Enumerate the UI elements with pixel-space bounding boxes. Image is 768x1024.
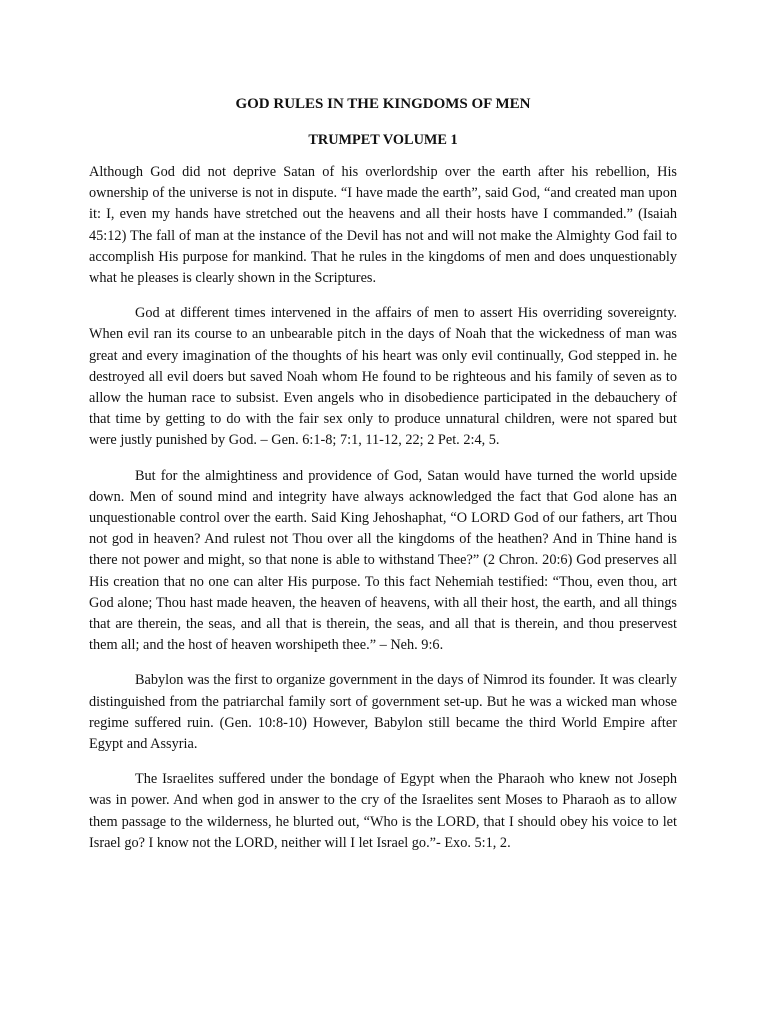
paragraph-4: Babylon was the first to organize government in the days of Nimrod its founder. It was clearly distinguished from the patriarchal family sort of government set-up. But he was a wicked man whose regime suffered ruin. (Gen. 10:8-10) However, Babylon still became the third World Empire after Egypt and Assyria. xyxy=(89,672,677,753)
paragraph-3: But for the almightiness and providence of God, Satan would have turned the world upside down. Men of sound mind and integrity have always acknowledged the fact that God alone has an unquestionable control over the earth. Said King Jehoshaphat, “O LORD God of our fathers, art Thou not god in heaven? And rulest not Thou over all the kingdoms of the heathen? And in Thine hand is there not power and might, so that none is able to withstand Thee?” (2 Chron. 20:6) God preserves all His creation that no one can alter His purpose. To this fact Nehemiah testified: “Thou, even thou, art God alone; Thou hast made heaven, the heaven of heavens, with all their host, the earth, and all things that are therein, the seas, and all that is therein, the seas, and all that is therein, and thou preservest them all; and the host of heaven worshipeth thee.” – Neh. 9:6. xyxy=(89,467,677,654)
document-page xyxy=(89,94,677,854)
paragraph-1: Although God did not deprive Satan of his overlordship over the earth after his rebellion, His ownership of the universe is not in dispute. “I have made the earth”, said God, “and created man upon it: I, even my hands have stretched out the heavens and all their hosts have I commanded.” (Isaiah 45:12) The fall of man at the instance of the Devil has not and will not make the Almighty God fail to accomplish His purpose for mankind. That he rules in the kingdoms of men and does unquestionably what he pleases is clearly shown in the Scriptures. xyxy=(89,164,677,287)
paragraph-2: God at different times intervened in the affairs of men to assert His overriding sovereignty. When evil ran its course to an unbearable pitch in the days of Noah that the wickedness of man was great and every imagination of the thoughts of his heart was only evil continually, God stepped in. he destroyed all evil doers but saved Noah whom He found to be righteous and his family of seven as to allow the human race to subsist. Even angels who in disobedience participated in the debauchery of that time by getting to do with the fair sex only to produce unnatural children, were not spared but were justly punished by God. – Gen. 6:1-8; 7:1, 11-12, 22; 2 Pet. 2:4, 5. xyxy=(89,305,677,449)
paragraph-5: The Israelites suffered under the bondage of Egypt when the Pharaoh who knew not Joseph was in power. And when god in answer to the cry of the Israelites sent Moses to Pharaoh as to allow them passage to the wilderness, he blurted out, “Who is the LORD, that I should obey his voice to let Israel go? I know not the LORD, neither will I let Israel go.”- Exo. 5:1, 2. xyxy=(89,771,677,851)
document-title: GOD RULES IN THE KINGDOMS OF MEN xyxy=(235,96,531,112)
document-subtitle: TRUMPET VOLUME 1 xyxy=(308,132,458,148)
